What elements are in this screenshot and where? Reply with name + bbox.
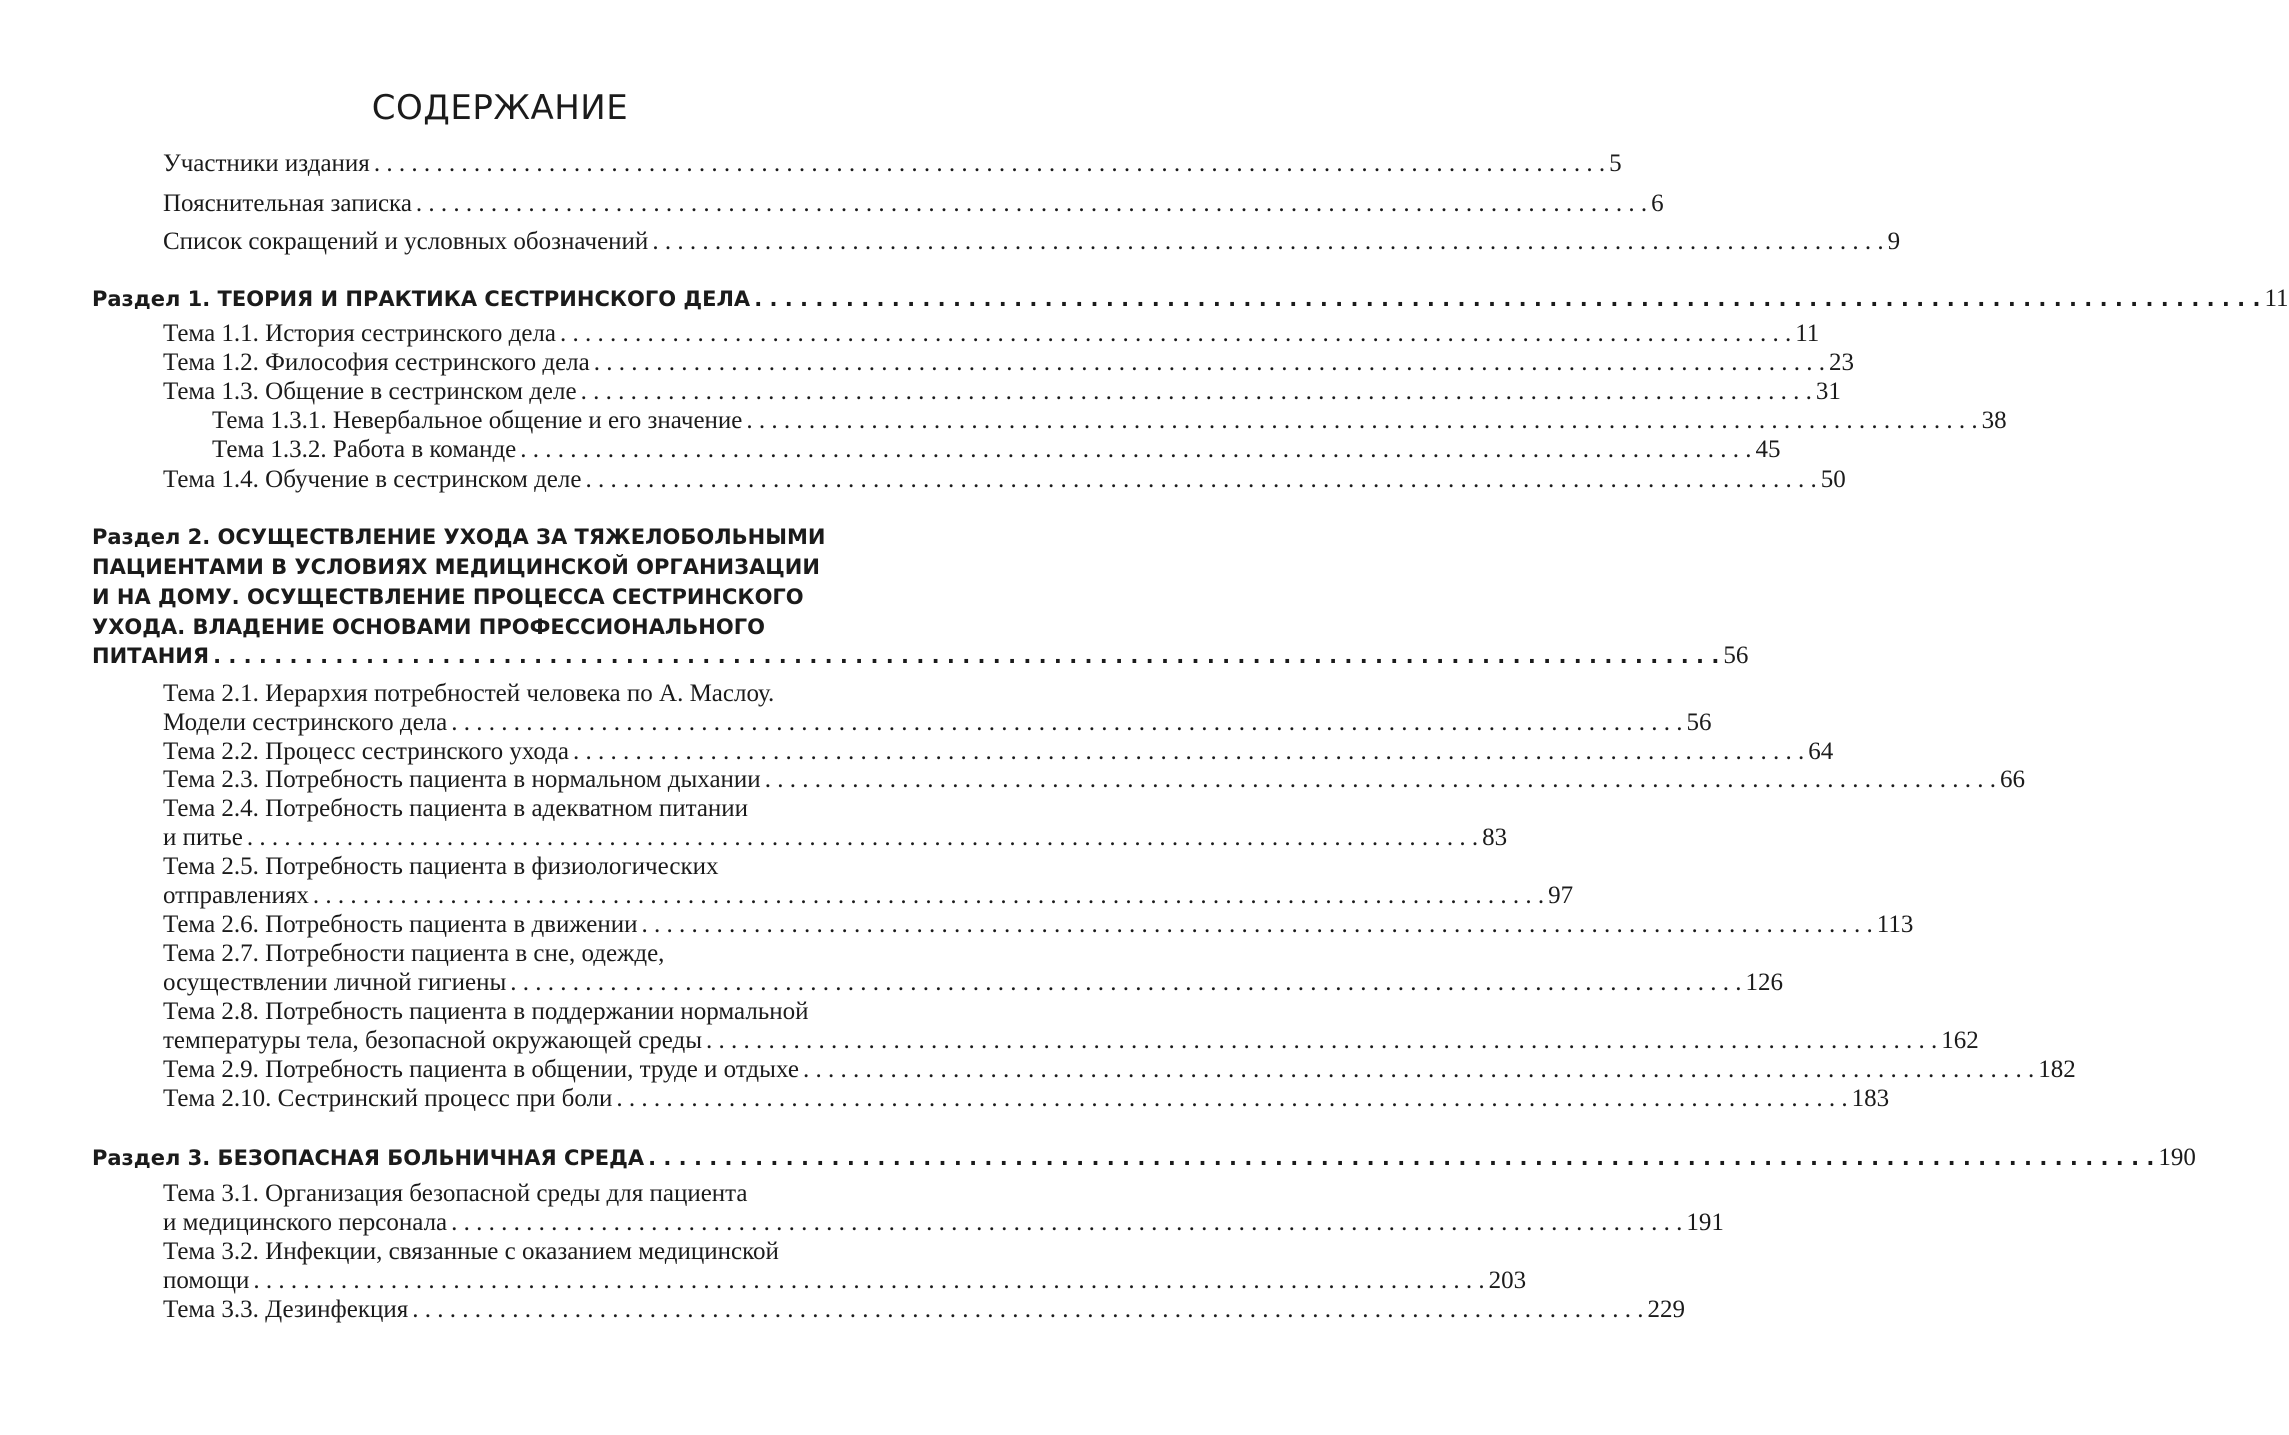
dot-leader — [560, 320, 1791, 348]
toc-entry-page: 183 — [1851, 1085, 1890, 1112]
section-title: ПИТАНИЯ — [92, 644, 210, 668]
toc-entry[interactable] — [163, 1027, 1979, 1055]
toc-entry[interactable] — [163, 190, 1664, 218]
toc-entry-page: 11 — [1795, 320, 1820, 347]
section-heading[interactable] — [92, 642, 1749, 670]
dot-leader — [451, 709, 1682, 737]
toc-entry-page: 64 — [1808, 738, 1834, 765]
dot-leader — [746, 407, 1977, 435]
toc-entry-page: 50 — [1820, 466, 1846, 493]
toc-entry[interactable] — [163, 882, 1574, 910]
toc-entry-label: Тема 2.10. Сестринский процесс при боли — [163, 1085, 613, 1112]
toc-subentry[interactable] — [212, 407, 2007, 435]
toc-entry-label: Тема 1.3. Общение в сестринском деле — [163, 378, 577, 405]
toc-entry-line: Тема 2.4. Потребность пациента в адекватном питании — [163, 795, 749, 822]
toc-entry-label: Тема 1.3.1. Невербальное общение и его значение — [212, 407, 743, 434]
toc-entry-page: 5 — [1609, 150, 1622, 177]
toc-entry[interactable] — [163, 150, 1622, 178]
toc-entry-page: 31 — [1815, 378, 1841, 405]
toc-entry-label: температуры тела, безопасной окружающей среды — [163, 1027, 702, 1054]
section-title-line: УХОДА. ВЛАДЕНИЕ ОСНОВАМИ ПРОФЕССИОНАЛЬНОГО — [92, 615, 765, 639]
section-title: Раздел 1. ТЕОРИЯ И ПРАКТИКА СЕСТРИНСКОГО ДЕЛА — [92, 287, 751, 311]
section-page: 190 — [2158, 1144, 2196, 1171]
dot-leader — [648, 1144, 2154, 1172]
toc-entry-page: 229 — [1647, 1296, 1686, 1323]
toc-entry[interactable] — [163, 766, 2025, 794]
dot-leader — [706, 1027, 1937, 1055]
toc-entry-page: 6 — [1651, 190, 1664, 217]
toc-entry-page: 203 — [1488, 1267, 1527, 1294]
toc-entry-label: Тема 2.9. Потребность пациента в общении, труде и отдыхе — [163, 1056, 799, 1083]
toc-entry[interactable] — [163, 1209, 1724, 1237]
toc-entry[interactable] — [163, 1296, 1686, 1324]
toc-entry[interactable] — [163, 824, 1508, 852]
toc-entry[interactable] — [163, 738, 1834, 766]
toc-entry-label: Модели сестринского дела — [163, 709, 448, 736]
dot-leader — [374, 150, 1605, 178]
section-heading[interactable] — [92, 1144, 2196, 1172]
section-title: Раздел 3. БЕЗОПАСНАЯ БОЛЬНИЧНАЯ СРЕДА — [92, 1146, 645, 1170]
toc-entry[interactable] — [163, 378, 1841, 406]
toc-entry-label: осуществлении личной гигиены — [163, 969, 507, 996]
toc-entry-label: Участники издания — [163, 150, 370, 177]
toc-entry[interactable] — [163, 709, 1712, 737]
dot-leader — [520, 436, 1751, 464]
dot-leader — [573, 738, 1804, 766]
section-title-line: И НА ДОМУ. ОСУЩЕСТВЛЕНИЕ ПРОЦЕССА СЕСТРИНСКОГО — [92, 585, 804, 609]
toc-entry-page: 38 — [1981, 407, 2007, 434]
toc-entry-label: и медицинского персонала — [163, 1209, 448, 1236]
toc-entry-page: 9 — [1887, 228, 1901, 255]
dot-leader — [594, 349, 1825, 377]
toc-entry-label: Тема 2.3. Потребность пациента в нормальном дыхании — [163, 766, 761, 793]
dot-leader — [213, 642, 1719, 670]
toc-entry[interactable] — [163, 969, 1784, 997]
toc-entry-label: Тема 2.6. Потребность пациента в движении — [163, 911, 638, 938]
toc-entry-line: Тема 2.7. Потребности пациента в сне, одежде, — [163, 940, 665, 967]
toc-entry[interactable] — [163, 1267, 1527, 1295]
toc-subentry[interactable] — [212, 436, 1781, 464]
toc-entry-label: Список сокращений и условных обозначений — [163, 228, 649, 255]
toc-entry-label: Тема 3.3. Дезинфекция — [163, 1296, 409, 1323]
dot-leader — [754, 285, 2260, 313]
section-title-line: ПАЦИЕНТАМИ В УСЛОВИЯХ МЕДИЦИНСКОЙ ОРГАНИЗАЦИИ — [92, 555, 820, 579]
dot-leader — [652, 228, 1883, 256]
toc-entry-label: отправлениях — [163, 882, 309, 909]
dot-leader — [585, 466, 1816, 494]
dot-leader — [510, 969, 1741, 997]
dot-leader — [247, 824, 1478, 852]
toc-entry-page: 162 — [1941, 1027, 1979, 1054]
toc-entry-label: Тема 1.2. Философия сестринского дела — [163, 349, 590, 376]
toc-entry-page: 182 — [2038, 1056, 2076, 1083]
toc-entry[interactable] — [163, 349, 1855, 377]
dot-leader — [616, 1085, 1847, 1113]
toc-entry-page: 83 — [1482, 824, 1508, 851]
toc-entry-page: 66 — [1999, 766, 2025, 793]
dot-leader — [642, 911, 1873, 939]
toc-entry-line: Тема 3.2. Инфекции, связанные с оказанием медицинской — [163, 1238, 779, 1265]
dot-leader — [803, 1056, 2034, 1084]
toc-entry-label: Тема 1.4. Обучение в сестринском деле — [163, 466, 582, 493]
toc-entry-label: и питье — [163, 824, 243, 851]
toc-entry-line: Тема 2.5. Потребность пациента в физиологических — [163, 853, 719, 880]
toc-entry-page: 191 — [1686, 1209, 1724, 1236]
section-page: 56 — [1723, 642, 1749, 669]
toc-entry[interactable] — [163, 320, 1820, 348]
toc-entry[interactable] — [163, 228, 1901, 256]
page-title: СОДЕРЖАНИЕ — [371, 88, 629, 128]
dot-leader — [313, 882, 1544, 910]
toc-entry[interactable] — [163, 1085, 1890, 1113]
toc-entry-page: 45 — [1755, 436, 1781, 463]
section-page: 11 — [2264, 285, 2289, 312]
section-title-line: Раздел 2. ОСУЩЕСТВЛЕНИЕ УХОДА ЗА ТЯЖЕЛОБОЛЬНЫМИ — [92, 525, 826, 549]
dot-leader — [253, 1267, 1484, 1295]
toc-entry[interactable] — [163, 466, 1846, 494]
toc-entry-line: Тема 3.1. Организация безопасной среды для пациента — [163, 1180, 748, 1207]
toc-entry-page: 113 — [1876, 911, 1914, 938]
toc-entry-page: 56 — [1686, 709, 1712, 736]
toc-entry-page: 97 — [1548, 882, 1574, 909]
dot-leader — [581, 378, 1812, 406]
toc-entry-label: Тема 2.2. Процесс сестринского ухода — [163, 738, 569, 765]
dot-leader — [416, 190, 1647, 218]
toc-entry[interactable] — [163, 911, 1914, 939]
toc-entry[interactable] — [163, 1056, 2076, 1084]
toc-entry-label: Пояснительная записка — [163, 190, 412, 217]
toc-entry-label: помощи — [163, 1267, 250, 1294]
toc-entry-label: Тема 1.3.2. Работа в команде — [212, 436, 517, 463]
toc-entry-line: Тема 2.1. Иерархия потребностей человека по А. Маслоу. — [163, 680, 775, 707]
toc-entry-line: Тема 2.8. Потребность пациента в поддержании нормальной — [163, 998, 809, 1025]
dot-leader — [451, 1209, 1682, 1237]
dot-leader — [412, 1296, 1643, 1324]
toc-entry-page: 126 — [1745, 969, 1784, 996]
dot-leader — [765, 766, 1996, 794]
toc-entry-label: Тема 1.1. История сестринского дела — [163, 320, 556, 347]
section-heading[interactable] — [92, 285, 2289, 313]
toc-entry-page: 23 — [1829, 349, 1855, 376]
